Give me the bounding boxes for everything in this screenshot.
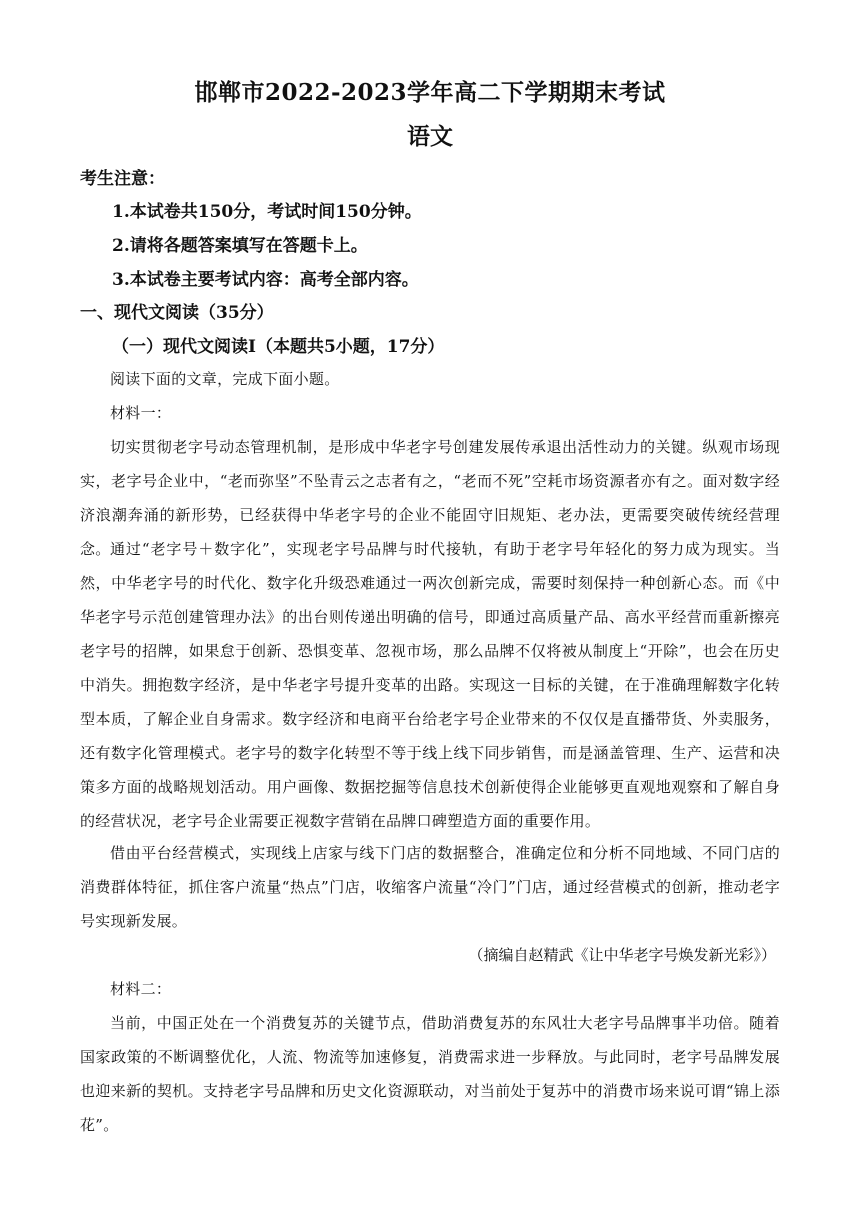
reading-instruction: 阅读下面的文章，完成下面小题。	[110, 370, 340, 388]
notice-item-1: 1.本试卷共150分，考试时间150分钟。	[112, 202, 422, 222]
material1-source: （摘编自赵精武《让中华老字号焕发新光彩》）	[468, 946, 776, 964]
material1-paragraph-1: 切实贯彻老字号动态管理机制，是形成中华老字号创建发展传承退出活性动力的关键。纵观市场现实，老字号企业中，“老而弥坚”不坠青云之志者有之，“老而不死”空耗市场资源者亦有之。面对数字经济浪潮奔涌的新形势，已经获得中华老字号的企业不能固守旧规矩、老办法，更需要突破传统经营理念。	[80, 438, 780, 558]
notice-item-3: 3.本试卷主要考试内容：高考全部内容。	[112, 270, 419, 290]
material1-paragraph-2: 通过“老字号＋数字化”，实现老字号品牌与时代接轨，有助于老字号年轻化的努力成为现实。当然，中华老字号的时代化、数字化升级恐难通过一两次创新完成，需要时刻保持一种创新心态。而《中华老字号示范创建管理办法》的出台则传递出明确的信号，即通过高质量产品、高水平经营而重新擦亮老字号的招牌，如果怠于创新、恐惧变革、忽视市场，那么品牌不仅将被从制度上“开除”，也会在历史中消失。拥抱数字经济，是中华老字号提升变革的出路。实现这一目标的关键，在于准确理解数字化转型本质，了解企业自身需求。数字经济和电商平台给老字号企业带来的不仅仅是直播带货、外卖服务，还有数字化管理模式。老字号的数字化转型不等于线上线下同步销售，而是涵盖管理、生产、运营和决策多方面的战略规划活动。用户画像、数据挖掘等信息技术创新使得企业能够更直观地观察和了解自身的经营状况，老字号企业需要正视数字营销在品牌口碑塑造方面的重要作用。	[80, 540, 780, 830]
subject-title: 语文	[407, 123, 453, 150]
section-heading: 一、现代文阅读（35分）	[80, 303, 274, 323]
material1-paragraph-3: 借由平台经营模式，实现线上店家与线下门店的数据整合，准确定位和分析不同地域、不同门店的消费群体特征，抓住客户流量“热点”门店，收缩客户流量“冷门”门店，通过经营模式的创新，推动老字号实现新发展。	[80, 844, 780, 930]
notice-heading: 考生注意：	[80, 169, 165, 189]
notice-item-2: 2.请将各题答案填写在答题卡上。	[112, 236, 368, 256]
material2-label: 材料二：	[110, 980, 172, 998]
exam-title: 邯郸市2022-2023学年高二下学期期末考试	[194, 79, 666, 106]
material2-paragraph-1: 当前，中国正处在一个消费复苏的关键节点，借助消费复苏的东风壮大老字号品牌事半功倍。随着国家政策的不断调整优化，人流、物流等加速修复，消费需求进一步释放。与此同时，老字号品牌发展也迎来新的契机。支持老字号品牌和历史文化资源联动，对当前处于复苏中的消费市场来说可谓“锦上添花”。	[80, 1014, 780, 1134]
subsection-heading: （一）现代文阅读Ⅰ（本题共5小题，17分）	[112, 337, 445, 357]
material1-label: 材料一：	[110, 404, 172, 422]
